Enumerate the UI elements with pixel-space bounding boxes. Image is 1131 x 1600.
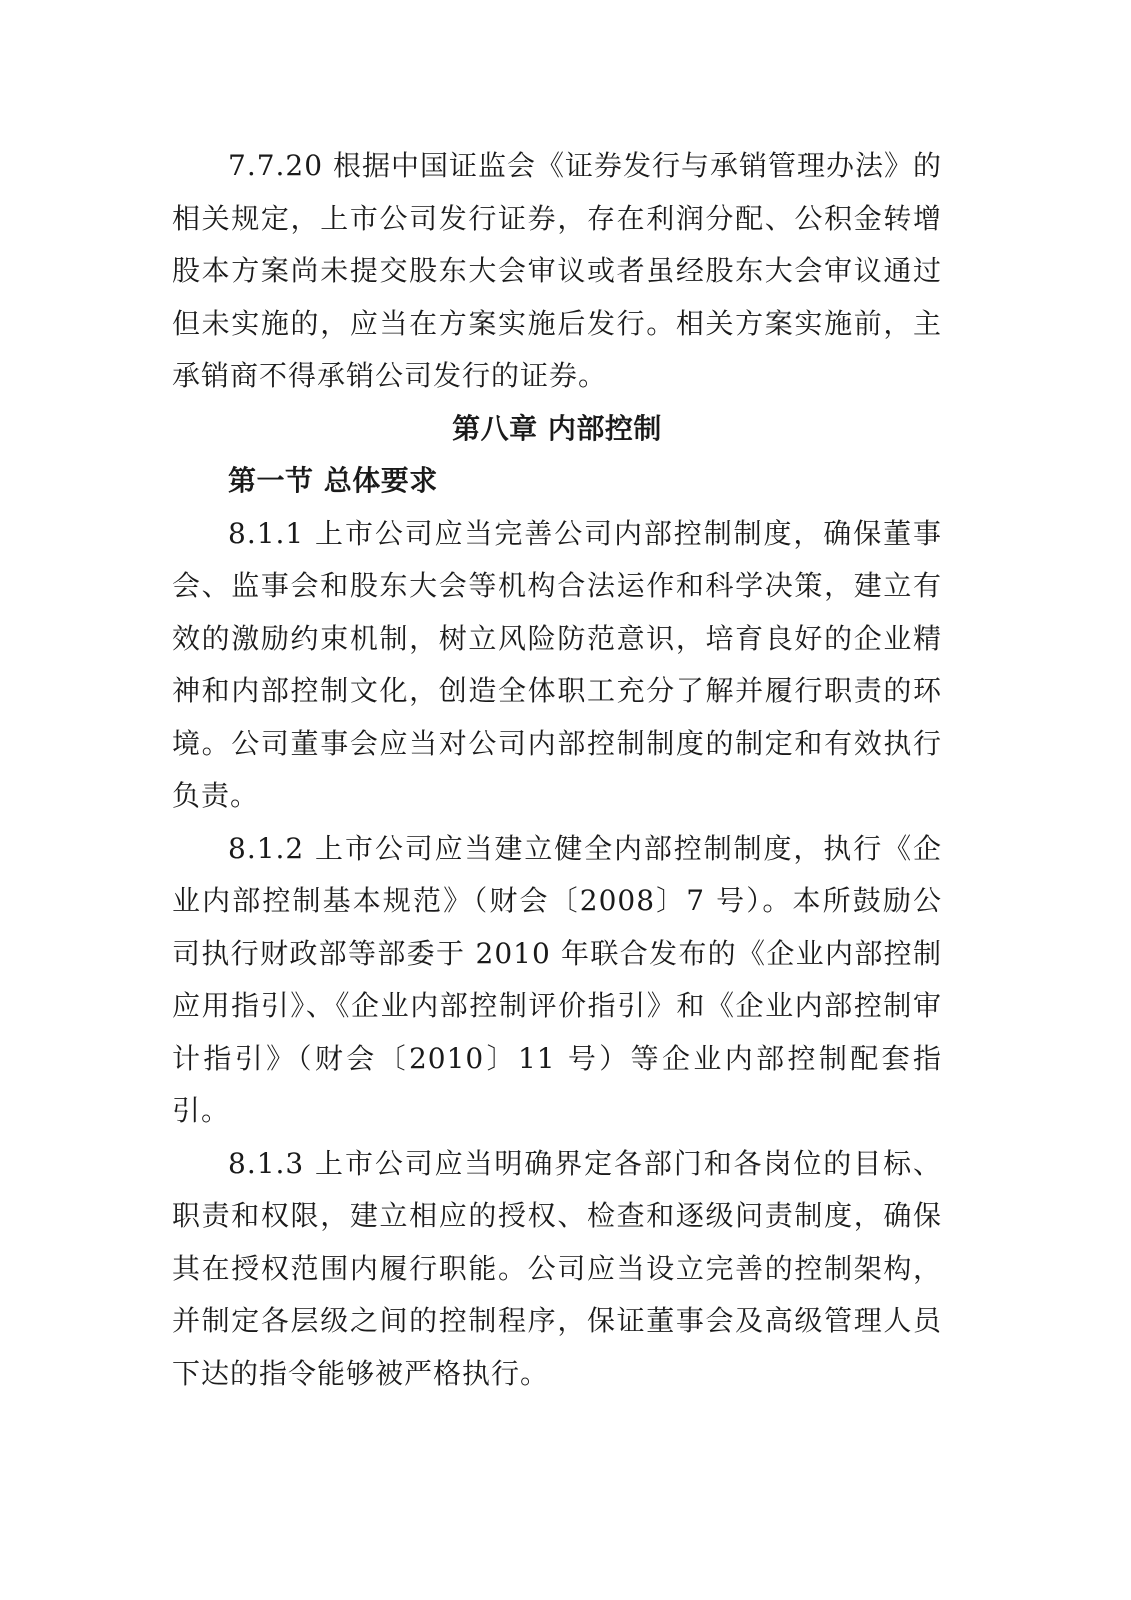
paragraph-7-7-20: 7.7.20 根据中国证监会《证券发行与承销管理办法》的相关规定，上市公司发行证券，存在利润分配、公积金转增股本方案尚未提交股东大会审议或者虽经股东大会审议通过但未实施的，应当在方案实施后发行。相关方案实施前，主承销商不得承销公司发行的证券。: [172, 149, 942, 392]
paragraph-8-1-1: 8.1.1 上市公司应当完善公司内部控制制度，确保董事会、监事会和股东大会等机构合法运作和科学决策，建立有效的激励约束机制，树立风险防范意识，培育良好的企业精神和内部控制文化，创造全体职工充分了解并履行职责的环境。公司董事会应当对公司内部控制制度的制定和有效执行负责。: [172, 516, 942, 812]
paragraph-8-1-2: 8.1.2 上市公司应当建立健全内部控制制度，执行《企业内部控制基本规范》（财会〔2008〕7 号）。本所鼓励公司执行财政部等部委于 2010 年联合发布的《企业内部控制应用指引》、《企业内部控制评价指引》和《企业内部控制审计指引》（财会〔2010〕11 号）等企业内部控制配套指引。: [172, 831, 942, 1127]
paragraph-8-1-3: 8.1.3 上市公司应当明确界定各部门和各岗位的目标、职责和权限，建立相应的授权、检查和逐级问责制度，确保其在授权范围内履行职能。公司应当设立完善的控制架构，并制定各层级之间的控制程序，保证董事会及高级管理人员下达的指令能够被严格执行。: [172, 1146, 942, 1390]
section-title: 第一节 总体要求: [228, 464, 438, 497]
document-page: [172, 140, 942, 1400]
chapter-title: 第八章 内部控制: [452, 411, 662, 445]
